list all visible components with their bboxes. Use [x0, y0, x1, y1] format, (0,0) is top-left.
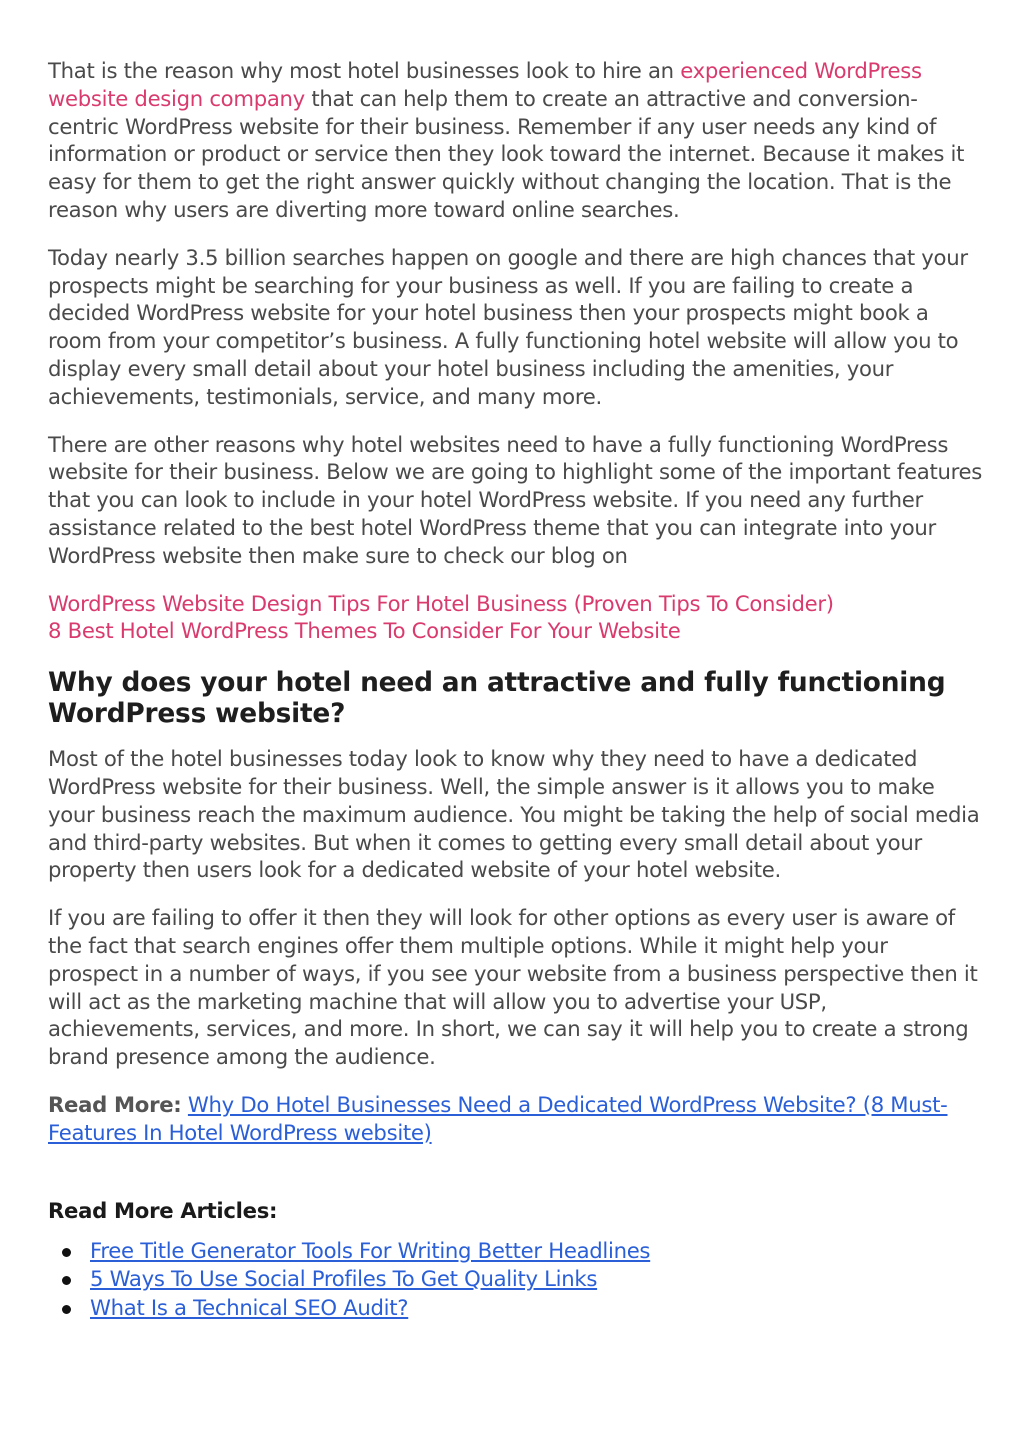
- read-more-link[interactable]: Why Do Hotel Businesses Need a Dedicated WordPress Website? (8 Must-Features In Hotel WordPress website): [48, 1091, 948, 1145]
- list-item: [48, 1294, 982, 1323]
- articles-list: [48, 1237, 982, 1323]
- paragraph-options: If you are failing to offer it then they will look for other options as every user is aware of the fact that search engines offer them multiple options. While it might help your prospect in a number of ways, if you see your website from a business perspective then it will act as the marketing machine that will allow you to advertise your USP, achievements, services, and more. In short, we can say it will help you to create a strong brand presence among the audience.: [48, 905, 978, 1070]
- article-link-seo-audit[interactable]: What Is a Technical SEO Audit?: [90, 1294, 409, 1320]
- read-more: [48, 1091, 982, 1147]
- blog-link-design-tips[interactable]: WordPress Website Design Tips For Hotel Business (Proven Tips To Consider): [48, 590, 834, 616]
- read-more-label: Read More:: [48, 1091, 182, 1117]
- blog-link-best-themes[interactable]: 8 Best Hotel WordPress Themes To Consider For Your Website: [48, 618, 681, 644]
- bullet-icon: [62, 1276, 71, 1285]
- section-heading: Why does your hotel need an attractive and fully functioning WordPress website?: [48, 667, 946, 730]
- article-link-title-generator[interactable]: Free Title Generator Tools For Writing Better Headlines: [90, 1237, 651, 1263]
- paragraph-searches: Today nearly 3.5 billion searches happen on google and there are high chances that your prospects might be searching for your business as well. If you are failing to create a decided WordPress website for your hotel business then your prospects might book a room from your competitor’s business. A fully functioning hotel website will allow you to display every small detail about your hotel business including the amenities, your achievements, testimonials, service, and many more.: [48, 244, 968, 409]
- blog-links: [48, 590, 982, 646]
- list-item: [48, 1237, 982, 1266]
- read-more-articles-title: Read More Articles:: [48, 1197, 278, 1223]
- article-content: [48, 57, 982, 1322]
- paragraph-reasons: There are other reasons why hotel websites need to have a fully functioning WordPress website for their business. Below we are going to highlight some of the important features that you can look to include in your hotel WordPress website. If you need any further assistance related to the best hotel WordPress theme that you can integrate into your WordPress website then make sure to check our blog on: [48, 431, 983, 568]
- paragraph-why: Most of the hotel businesses today look to know why they need to have a dedicated WordPress website for their business. Well, the simple answer is it allows you to make your business reach the maximum audience. You might be taking the help of social media and third-party websites. But when it comes to getting every small detail about your property then users look for a dedicated website of your hotel website.: [48, 746, 980, 883]
- bullet-icon: [62, 1248, 71, 1257]
- list-item: [48, 1265, 982, 1294]
- paragraph-intro: [48, 57, 982, 224]
- paragraph-intro-text-end: that can help them to create an attractive and conversion-centric WordPress website for their business. Remember if any user needs any kind of information or product or service then they look toward the internet. Because it makes it easy for them to get the right answer quickly without changing the location. That is the reason why users are diverting more toward online searches.: [48, 85, 965, 222]
- paragraph-intro-text-start: That is the reason why most hotel businesses look to hire an: [48, 58, 681, 83]
- bullet-icon: [62, 1305, 71, 1314]
- article-link-social-profiles[interactable]: 5 Ways To Use Social Profiles To Get Quality Links: [90, 1266, 598, 1292]
- design-company-link[interactable]: experienced WordPress website design company: [48, 58, 922, 111]
